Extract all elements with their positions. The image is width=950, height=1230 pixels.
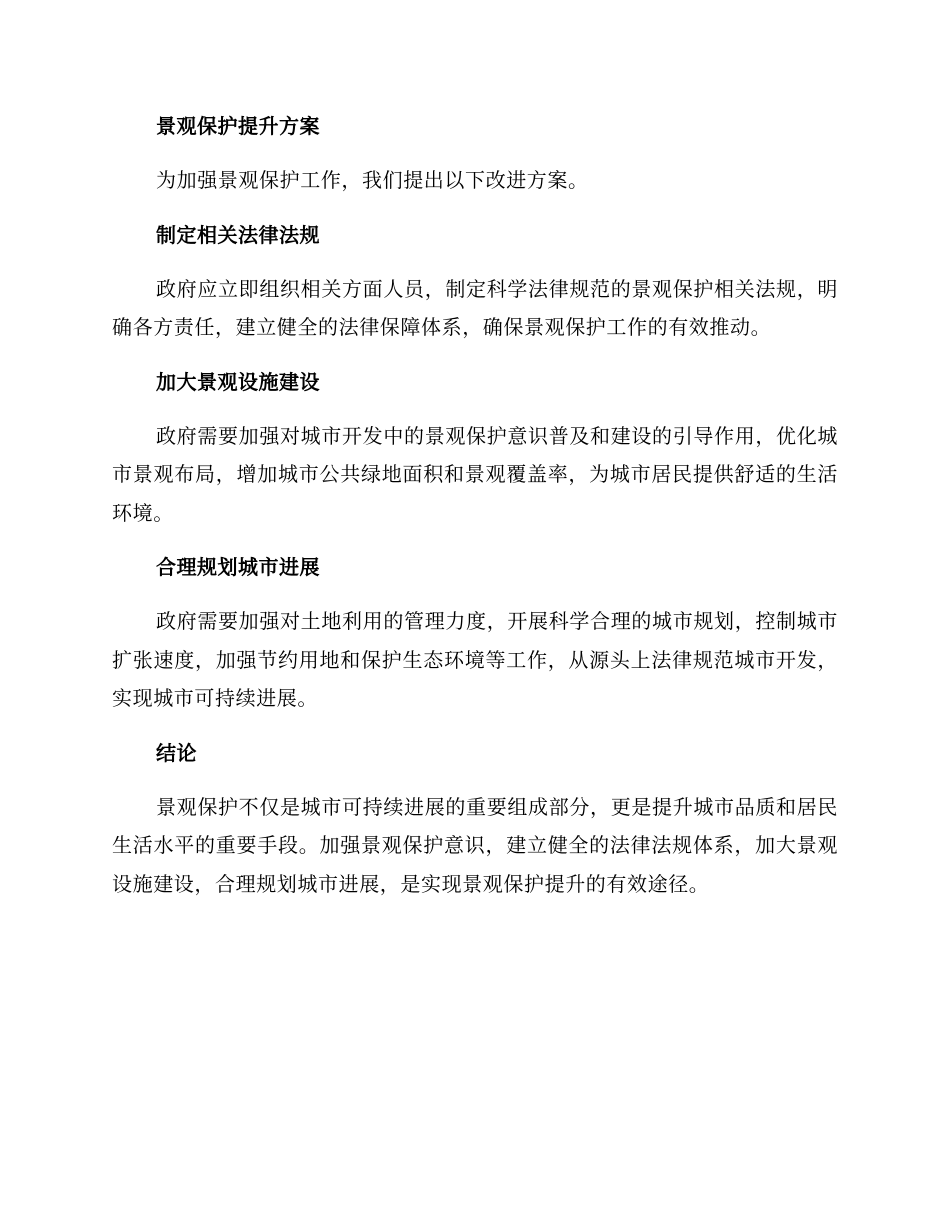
section-paragraph-facilities: 政府需要加强对城市开发中的景观保护意识普及和建设的引导作用，优化城市景观布局，增加城市公共绿地面积和景观覆盖率，为城市居民提供舒适的生活环境。: [112, 423, 838, 525]
section-paragraph-plan: 为加强景观保护工作，我们提出以下改进方案。: [156, 168, 589, 192]
section-heading-laws: 制定相关法律法规: [156, 222, 320, 247]
section-heading-planning: 合理规划城市进展: [156, 555, 320, 579]
document-body: [112, 106, 838, 918]
section-paragraph-planning: 政府需要加强对土地利用的管理力度，开展科学合理的城市规划，控制城市扩张速度，加强节约用地和保护生态环境等工作，从源头上法律规范城市开发，实现城市可持续进展。: [112, 609, 838, 710]
section-paragraph-laws: 政府应立即组织相关方面人员，制定科学法律规范的景观保护相关法规，明确各方责任，建立健全的法律保障体系，确保景观保护工作的有效推动。: [112, 276, 838, 339]
section-heading-facilities: 加大景观设施建设: [156, 369, 320, 394]
section-heading-plan: 景观保护提升方案: [156, 114, 320, 138]
section-heading-conclusion: 结论: [156, 740, 197, 765]
section-paragraph-conclusion: 景观保护不仅是城市可持续进展的重要组成部分，更是提升城市品质和居民生活水平的重要手段。加强景观保护意识，建立健全的法律法规体系，加大景观设施建设，合理规划城市进展，是实现景观保护提升的有效途径。: [112, 794, 838, 896]
